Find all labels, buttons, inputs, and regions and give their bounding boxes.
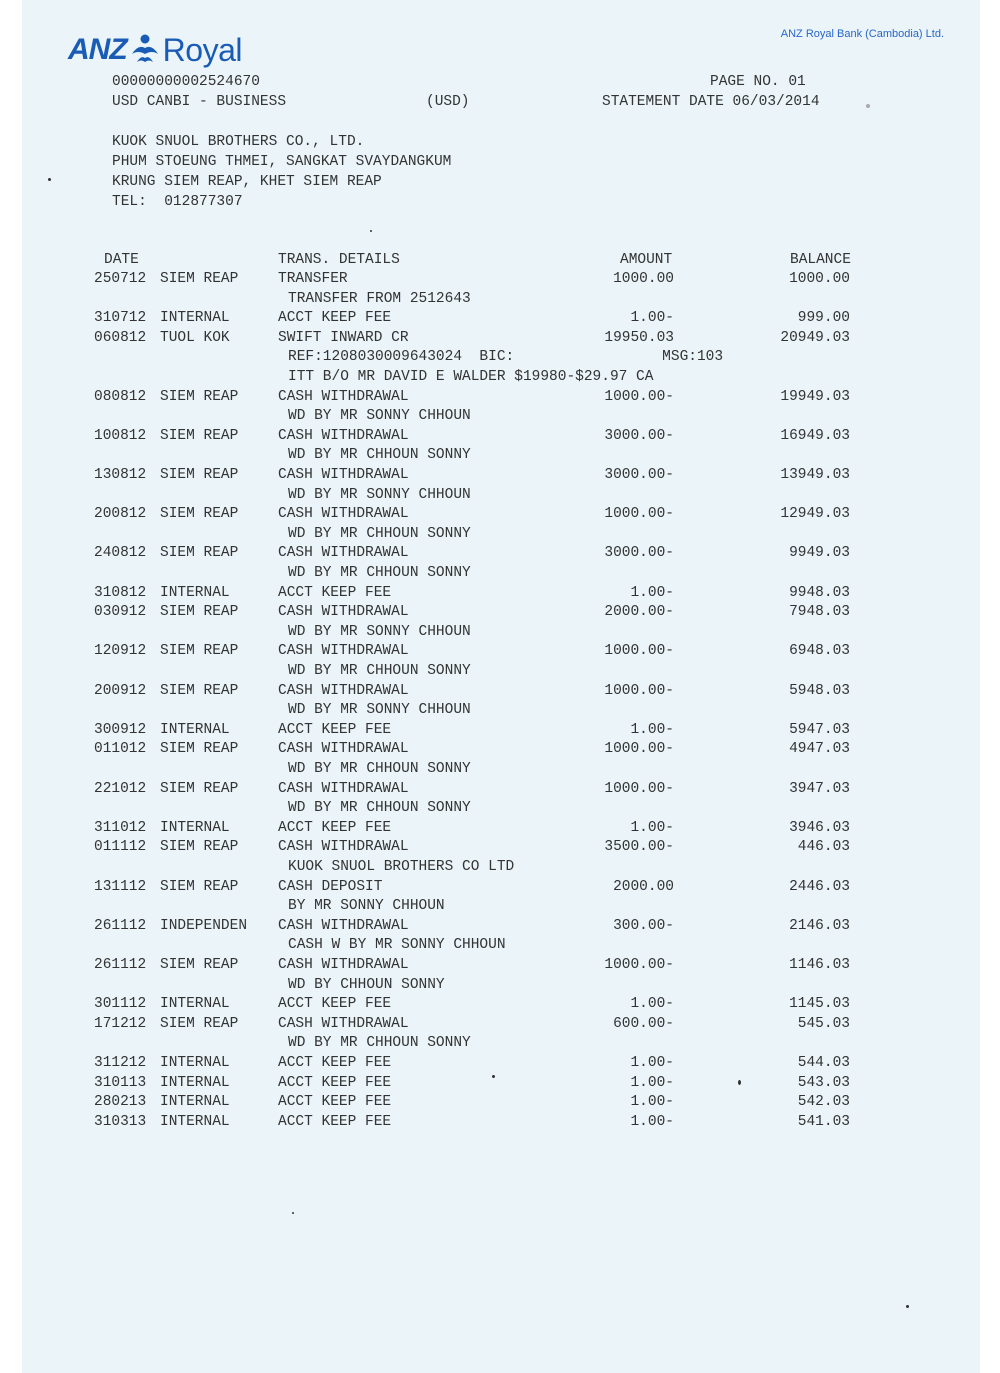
transaction-detail-row (0, 349, 1000, 369)
transaction-detail: ACCT KEEP FEE (278, 310, 392, 327)
transaction-date: 261112 (94, 917, 147, 934)
transaction-location: INDEPENDEN (160, 917, 248, 934)
transaction-amount: 1000.00- (604, 780, 674, 797)
transaction-row (0, 1114, 1000, 1134)
transaction-date: 250712 (94, 271, 147, 287)
transaction-location: SIEM REAP (160, 682, 239, 699)
transaction-detail-row (0, 977, 1000, 997)
transaction-row (0, 1075, 1000, 1095)
transaction-detail-row (0, 898, 1000, 918)
transaction-balance: 13949.03 (780, 467, 850, 483)
transaction-amount: 1.00- (630, 1094, 674, 1111)
transaction-row (0, 1094, 1000, 1114)
transaction-detail: ACCT KEEP FEE (278, 1074, 392, 1091)
transaction-location: INTERNAL (160, 584, 230, 601)
transaction-location: INTERNAL (160, 819, 230, 836)
transaction-detail: CASH WITHDRAWAL (278, 427, 409, 444)
transaction-balance: 1000.00 (789, 271, 850, 287)
customer-name: KUOK SNUOL BROTHERS CO., LTD. (112, 134, 365, 150)
transaction-amount: 1.00- (630, 721, 674, 738)
transaction-sub-detail: WD BY MR SONNY CHHOUN (288, 702, 471, 719)
transaction-location: INTERNAL (160, 310, 230, 327)
transaction-detail-row (0, 526, 1000, 546)
transaction-date: 131112 (94, 878, 147, 895)
transaction-detail: CASH WITHDRAWAL (278, 506, 409, 523)
customer-address-line-1: PHUM STOEUNG THMEI, SANGKAT SVAYDANGKUM (112, 154, 452, 170)
customer-phone: TEL: 012877307 (112, 194, 243, 210)
transaction-detail-row (0, 565, 1000, 585)
transaction-balance: 542.03 (797, 1094, 850, 1111)
transaction-date: 311012 (94, 819, 147, 836)
transaction-balance: 12949.03 (780, 506, 850, 523)
statement-date: STATEMENT DATE 06/03/2014 (602, 94, 820, 110)
transaction-balance: 544.03 (797, 1055, 850, 1071)
transaction-date: 011112 (94, 839, 147, 856)
transaction-detail: CASH WITHDRAWAL (278, 388, 409, 405)
column-header-details: TRANS. DETAILS (278, 252, 400, 268)
transaction-balance: 6948.03 (789, 643, 850, 660)
transaction-row (0, 957, 1000, 977)
transaction-balance: 2146.03 (789, 917, 850, 934)
transaction-detail-row (0, 624, 1000, 644)
transaction-row (0, 271, 1000, 291)
transaction-detail: CASH WITHDRAWAL (278, 839, 409, 856)
transaction-location: SIEM REAP (160, 780, 239, 797)
transaction-location: SIEM REAP (160, 506, 239, 523)
transaction-detail: CASH WITHDRAWAL (278, 545, 409, 562)
transaction-balance: 20949.03 (780, 329, 850, 346)
transaction-balance: 543.03 (797, 1074, 850, 1091)
transaction-detail-row (0, 859, 1000, 879)
logo-royal-text: Royal (162, 31, 242, 68)
transaction-row (0, 604, 1000, 624)
transaction-location: SIEM REAP (160, 741, 239, 758)
transaction-sub-detail: WD BY MR CHHOUN SONNY (288, 761, 471, 777)
transaction-detail: CASH WITHDRAWAL (278, 643, 409, 660)
transaction-amount: 2000.00 (613, 878, 674, 895)
transaction-date: 171212 (94, 1015, 147, 1032)
transaction-balance: 541.03 (797, 1113, 850, 1130)
transaction-sub-detail: CASH W BY MR SONNY CHHOUN (288, 937, 506, 954)
transaction-balance: 1146.03 (789, 957, 850, 973)
transaction-sub-detail: WD BY MR SONNY CHHOUN (288, 408, 471, 425)
transaction-amount: 600.00- (613, 1015, 674, 1032)
transaction-row (0, 1016, 1000, 1036)
scan-speck (906, 1305, 909, 1308)
bank-name: ANZ Royal Bank (Cambodia) Ltd. (780, 28, 944, 40)
transaction-balance: 19949.03 (780, 388, 850, 405)
account-type: USD CANBI - BUSINESS (112, 94, 287, 110)
transaction-detail: ACCT KEEP FEE (278, 721, 392, 738)
transaction-location: INTERNAL (160, 1113, 230, 1130)
transaction-date: 280213 (94, 1094, 147, 1111)
transaction-amount: 1000.00- (604, 506, 674, 523)
transaction-detail: SWIFT INWARD CR (278, 329, 409, 346)
transaction-date: 310113 (94, 1074, 147, 1091)
scan-speck (292, 1212, 294, 1214)
transaction-row (0, 310, 1000, 330)
transaction-date: 300912 (94, 721, 147, 738)
transaction-amount: 1000.00- (604, 957, 674, 973)
transaction-sub-detail: WD BY MR CHHOUN SONNY (288, 1035, 471, 1052)
transaction-detail-row (0, 487, 1000, 507)
transaction-detail: CASH DEPOSIT (278, 878, 383, 895)
transaction-balance: 5948.03 (789, 682, 850, 699)
transaction-amount: 19950.03 (604, 329, 674, 346)
transaction-detail: CASH WITHDRAWAL (278, 741, 409, 758)
transaction-sub-detail: TRANSFER FROM 2512643 (288, 290, 471, 307)
transaction-location: INTERNAL (160, 721, 230, 738)
transaction-location: SIEM REAP (160, 467, 239, 483)
transaction-balance: 3947.03 (789, 780, 850, 797)
transaction-sub-detail: WD BY MR CHHOUN SONNY (288, 565, 471, 581)
transaction-detail-row (0, 761, 1000, 781)
scan-speck (48, 178, 51, 181)
transaction-balance: 5947.03 (789, 721, 850, 738)
transaction-detail-row (0, 291, 1000, 311)
transaction-detail: CASH WITHDRAWAL (278, 1015, 409, 1032)
transaction-balance: 4947.03 (789, 741, 850, 758)
transaction-amount: 1.00- (630, 584, 674, 601)
anz-royal-logo (68, 28, 242, 72)
transaction-location: SIEM REAP (160, 604, 239, 621)
transaction-date: 060812 (94, 329, 147, 346)
transaction-date: 221012 (94, 780, 147, 797)
transaction-amount: 1000.00- (604, 643, 674, 660)
transaction-row (0, 996, 1000, 1016)
transaction-row (0, 839, 1000, 859)
transaction-date: 130812 (94, 467, 147, 483)
transaction-balance: 1145.03 (789, 996, 850, 1013)
transaction-amount: 1.00- (630, 1113, 674, 1130)
transaction-row (0, 722, 1000, 742)
transaction-row (0, 389, 1000, 409)
transaction-location: SIEM REAP (160, 545, 239, 562)
transaction-detail: CASH WITHDRAWAL (278, 957, 409, 973)
transaction-detail: ACCT KEEP FEE (278, 1055, 392, 1071)
transaction-date: 200912 (94, 682, 147, 699)
transaction-amount: 1.00- (630, 1055, 674, 1071)
scan-speck (370, 230, 372, 232)
transaction-detail: TRANSFER (278, 271, 348, 287)
transaction-location: SIEM REAP (160, 643, 239, 660)
transaction-location: INTERNAL (160, 1055, 230, 1071)
transaction-balance: 999.00 (797, 310, 850, 327)
transaction-location: INTERNAL (160, 1074, 230, 1091)
column-header-date: DATE (104, 252, 139, 268)
page-number: PAGE NO. 01 (710, 74, 806, 90)
customer-address-line-2: KRUNG SIEM REAP, KHET SIEM REAP (112, 174, 382, 190)
transaction-location: TUOL KOK (160, 329, 230, 346)
transaction-sub-detail: WD BY MR CHHOUN SONNY (288, 800, 471, 817)
transaction-balance: 3946.03 (789, 819, 850, 836)
scan-speck (738, 1080, 741, 1085)
transaction-date: 310313 (94, 1113, 147, 1130)
transaction-date: 240812 (94, 545, 147, 562)
transaction-location: SIEM REAP (160, 878, 239, 895)
transaction-location: SIEM REAP (160, 957, 239, 973)
currency: (USD) (426, 94, 470, 110)
transaction-date: 080812 (94, 388, 147, 405)
transaction-date: 120912 (94, 643, 147, 660)
transaction-date: 030912 (94, 604, 147, 621)
transaction-amount: 1.00- (630, 1074, 674, 1091)
transaction-amount: 1.00- (630, 819, 674, 836)
column-header-balance: BALANCE (790, 252, 851, 268)
transaction-amount: 2000.00- (604, 604, 674, 621)
transaction-detail: ACCT KEEP FEE (278, 996, 392, 1013)
transaction-amount: 1000.00- (604, 682, 674, 699)
transaction-amount: 1.00- (630, 310, 674, 327)
transaction-balance: 545.03 (797, 1015, 850, 1032)
transaction-balance: 9948.03 (789, 584, 850, 601)
transaction-balance: 446.03 (797, 839, 850, 856)
transaction-sub-detail: WD BY MR SONNY CHHOUN (288, 623, 471, 640)
transaction-sub-detail: WD BY MR CHHOUN SONNY (288, 663, 471, 679)
transaction-row (0, 545, 1000, 565)
transaction-location: SIEM REAP (160, 1015, 239, 1032)
transaction-amount: 3000.00- (604, 545, 674, 562)
transaction-date: 100812 (94, 427, 147, 444)
transaction-row (0, 781, 1000, 801)
transaction-location: SIEM REAP (160, 427, 239, 444)
scan-speck (492, 1075, 495, 1078)
transaction-row (0, 330, 1000, 350)
transaction-date: 310712 (94, 310, 147, 327)
transaction-row (0, 918, 1000, 938)
transaction-detail-row (0, 702, 1000, 722)
transaction-date: 301112 (94, 996, 147, 1013)
transaction-amount: 1000.00 (613, 271, 674, 287)
transaction-row (0, 467, 1000, 487)
transaction-sub-detail: WD BY CHHOUN SONNY (288, 976, 445, 993)
transaction-date: 311212 (94, 1055, 147, 1071)
transaction-row (0, 741, 1000, 761)
logo-people-icon (128, 32, 162, 68)
transaction-amount: 3000.00- (604, 467, 674, 483)
transaction-balance: 2446.03 (789, 878, 850, 895)
transaction-date: 200812 (94, 506, 147, 523)
transaction-detail: ACCT KEEP FEE (278, 1113, 392, 1130)
transaction-sub-detail: ITT B/O MR DAVID E WALDER $19980-$29.97 CA (288, 369, 654, 385)
transaction-detail-row (0, 369, 1000, 389)
transaction-sub-detail: KUOK SNUOL BROTHERS CO LTD (288, 859, 515, 875)
transaction-detail: CASH WITHDRAWAL (278, 467, 409, 483)
transaction-detail: CASH WITHDRAWAL (278, 780, 409, 797)
transaction-location: INTERNAL (160, 1094, 230, 1111)
account-number: 00000000002524670 (112, 74, 260, 90)
transaction-detail: ACCT KEEP FEE (278, 1094, 392, 1111)
transaction-row (0, 1055, 1000, 1075)
transaction-detail: CASH WITHDRAWAL (278, 917, 409, 934)
transaction-detail: ACCT KEEP FEE (278, 584, 392, 601)
column-header-amount: AMOUNT (620, 252, 673, 268)
transaction-detail-row (0, 937, 1000, 957)
transaction-row (0, 820, 1000, 840)
transaction-row (0, 683, 1000, 703)
logo-anz-text: ANZ (68, 33, 127, 66)
transaction-row (0, 879, 1000, 899)
transaction-detail-row (0, 800, 1000, 820)
transaction-amount: 3500.00- (604, 839, 674, 856)
transaction-detail-row (0, 408, 1000, 428)
transaction-location: INTERNAL (160, 996, 230, 1013)
transaction-amount: 3000.00- (604, 427, 674, 444)
transaction-detail: ACCT KEEP FEE (278, 819, 392, 836)
transaction-sub-detail: WD BY MR CHHOUN SONNY (288, 447, 471, 464)
transaction-sub-detail: WD BY MR CHHOUN SONNY (288, 525, 471, 542)
transaction-detail-row (0, 1035, 1000, 1055)
transaction-sub-detail: BY MR SONNY CHHOUN (288, 898, 445, 915)
transaction-balance: 16949.03 (780, 427, 850, 444)
transaction-date: 261112 (94, 957, 147, 973)
transaction-detail-row (0, 447, 1000, 467)
transaction-location: SIEM REAP (160, 271, 239, 287)
transaction-row (0, 506, 1000, 526)
transaction-amount: 300.00- (613, 917, 674, 934)
transaction-location: SIEM REAP (160, 839, 239, 856)
transaction-amount: 1000.00- (604, 741, 674, 758)
transaction-detail: CASH WITHDRAWAL (278, 682, 409, 699)
transaction-sub-detail: REF:1208030009643024 BIC: MSG:103 (288, 349, 724, 366)
transaction-detail-row (0, 663, 1000, 683)
transaction-detail: CASH WITHDRAWAL (278, 604, 409, 621)
transaction-amount: 1.00- (630, 996, 674, 1013)
transaction-row (0, 428, 1000, 448)
transaction-date: 310812 (94, 584, 147, 601)
transaction-date: 011012 (94, 741, 147, 758)
transaction-row (0, 585, 1000, 605)
transaction-balance: 9949.03 (789, 545, 850, 562)
transaction-sub-detail: WD BY MR SONNY CHHOUN (288, 486, 471, 503)
scan-speck (866, 104, 870, 108)
transaction-amount: 1000.00- (604, 388, 674, 405)
transaction-location: SIEM REAP (160, 388, 239, 405)
transaction-balance: 7948.03 (789, 604, 850, 621)
transaction-row (0, 643, 1000, 663)
